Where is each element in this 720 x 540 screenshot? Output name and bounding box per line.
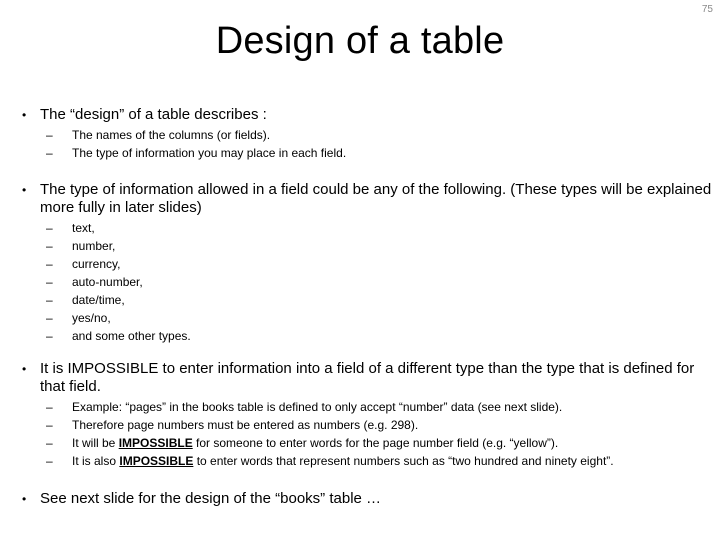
sub-item [46, 219, 702, 237]
bullet-type-information [22, 181, 712, 217]
sub-item [46, 398, 702, 416]
dash: – [46, 293, 53, 307]
sub-item-text: The type of information you may place in each field. [72, 146, 347, 160]
bullet-text: It is IMPOSSIBLE to enter information into a field of a different type than the type that is defined for that field. [40, 360, 695, 395]
sub-item [46, 237, 702, 255]
bullet-design-describes [22, 106, 712, 124]
bullet-dot: • [22, 183, 27, 197]
emphasis-impossible: IMPOSSIBLE [119, 454, 194, 468]
sub-item [46, 327, 702, 345]
sub-item [46, 416, 702, 434]
slide-title: Design of a table [215, 20, 505, 62]
dash: – [46, 128, 53, 142]
sub-item [46, 291, 702, 309]
dash: – [46, 257, 53, 271]
bullet-dot: • [22, 362, 27, 376]
dash: – [46, 239, 53, 253]
dash: – [46, 400, 53, 414]
emphasis-impossible: IMPOSSIBLE [118, 436, 193, 450]
dash: – [46, 221, 53, 235]
sub-item-text: number, [72, 239, 116, 253]
bullet-text: See next slide for the design of the “books” table … [40, 490, 382, 507]
sub-item-text: It will be [72, 436, 119, 450]
sub-item-text: for someone to enter words for the page number field (e.g. “yellow”). [192, 436, 559, 450]
slide-number: 75 [701, 4, 713, 15]
sub-item-text: yes/no, [72, 311, 111, 325]
sub-item [46, 126, 702, 144]
bullet-text: The “design” of a table describes : [40, 106, 267, 123]
sub-item [46, 144, 702, 162]
dash: – [46, 436, 53, 450]
sub-item [46, 434, 702, 452]
bullet-dot: • [22, 108, 27, 122]
bullet-impossible [22, 360, 712, 396]
sub-item-text: text, [72, 221, 95, 235]
sub-item-text: Example: “pages” in the books table is defined to only accept “number” data (see next slide). [72, 400, 563, 414]
dash: – [46, 329, 53, 343]
dash: – [46, 418, 53, 432]
sub-item-text: It is also [72, 454, 120, 468]
sub-item [46, 452, 702, 470]
dash: – [46, 311, 53, 325]
dash: – [46, 146, 53, 160]
sub-item-text: to enter words that represent numbers such as “two hundred and ninety eight”. [193, 454, 614, 468]
sub-item [46, 273, 702, 291]
sub-item-text: auto-number, [72, 275, 143, 289]
dash: – [46, 454, 53, 468]
bullet-dot: • [22, 492, 27, 506]
sub-item-text: Therefore page numbers must be entered as numbers (e.g. 298). [72, 418, 419, 432]
sub-item [46, 309, 702, 327]
bullet-see-next-slide [22, 490, 712, 508]
sub-item-text: date/time, [72, 293, 125, 307]
dash: – [46, 275, 53, 289]
sub-item-text: and some other types. [72, 329, 191, 343]
sub-item [46, 255, 702, 273]
sub-item-text: currency, [72, 257, 121, 271]
bullet-text: The type of information allowed in a field could be any of the following. (These types will be explained more fully in later slides) [40, 181, 712, 216]
sub-item-text: The names of the columns (or fields). [72, 128, 271, 142]
